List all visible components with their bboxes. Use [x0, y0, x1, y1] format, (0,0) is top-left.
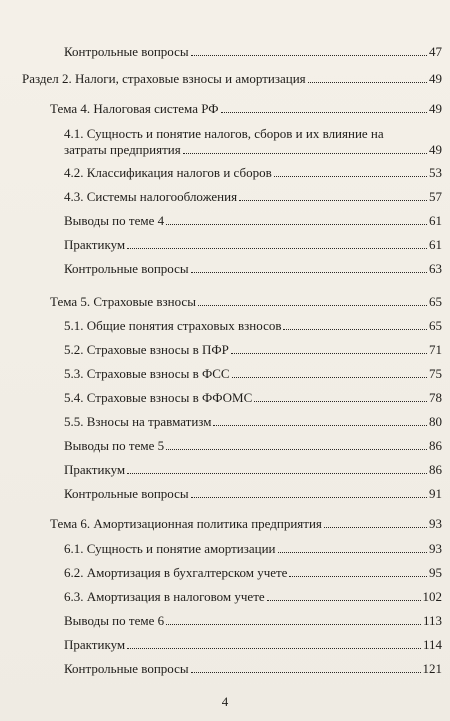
toc-entry-title: Выводы по теме 6 — [64, 613, 165, 628]
toc-leader-dots — [221, 112, 428, 113]
toc-leader-dots — [191, 497, 427, 498]
toc-entry-title: Контрольные вопросы — [64, 486, 189, 501]
toc-entry-title: 5.2. Страховые взносы в ПФР — [64, 342, 229, 357]
toc-entry — [64, 165, 442, 181]
toc-entry-title: 5.3. Страховые взносы в ФСС — [64, 366, 230, 381]
toc-entry-title: 5.5. Взносы на травматизм — [64, 414, 212, 429]
toc-leader-dots — [232, 377, 427, 378]
toc-entry — [50, 101, 442, 117]
toc-entry — [64, 237, 442, 253]
toc-leader-dots — [213, 425, 427, 426]
toc-entry-title: Выводы по теме 5 — [64, 438, 165, 453]
toc-leader-dots — [191, 272, 427, 273]
toc-entry — [64, 318, 442, 334]
toc-leader-dots — [191, 672, 421, 673]
toc-entry — [64, 390, 442, 406]
toc-entry-page: 102 — [422, 589, 442, 604]
toc-entry — [64, 44, 442, 60]
toc-entry-page: 80 — [429, 414, 442, 429]
toc-entry-page: 57 — [429, 189, 442, 204]
toc-entry-page: 61 — [429, 213, 442, 228]
toc-entry-page: 91 — [429, 486, 442, 501]
toc-entry — [50, 516, 442, 532]
toc-entry — [64, 486, 442, 502]
toc-leader-dots — [267, 600, 421, 601]
toc-entry-title: 4.3. Системы налогообложения — [64, 189, 238, 204]
toc-leader-dots — [127, 248, 427, 249]
toc-leader-dots — [283, 329, 427, 330]
toc-entry — [64, 637, 442, 653]
toc-entry — [64, 189, 442, 205]
toc-entry-page: 49 — [429, 101, 442, 116]
toc-entry-page: 75 — [429, 366, 442, 381]
toc-entry-page: 114 — [422, 637, 442, 652]
toc-entry-page: 49 — [429, 142, 442, 157]
toc-entry-title: Практикум — [64, 462, 126, 477]
toc-leader-dots — [183, 153, 427, 154]
toc-entry-page: 61 — [429, 237, 442, 252]
toc-leader-dots — [191, 55, 427, 56]
toc-leader-dots — [308, 82, 427, 83]
toc-entry-title: Практикум — [64, 637, 126, 652]
toc-entry-title: Практикум — [64, 237, 126, 252]
toc-entry-title-line1: 4.1. Сущность и понятие налогов, сборов и их влияние на — [64, 126, 384, 141]
toc-entry-page: 53 — [429, 165, 442, 180]
toc-entry-page: 71 — [429, 342, 442, 357]
toc-entry — [22, 71, 442, 87]
toc-leader-dots — [166, 224, 427, 225]
toc-leader-dots — [166, 624, 421, 625]
toc-entry-title: 6.2. Амортизация в бухгалтерском учете — [64, 565, 288, 580]
toc-entry-page: 93 — [429, 516, 442, 531]
toc-leader-dots — [254, 401, 427, 402]
toc-entry — [64, 613, 442, 629]
toc-entry-page: 65 — [429, 318, 442, 333]
toc-leader-dots — [127, 473, 427, 474]
toc-entry-title: 6.3. Амортизация в налоговом учете — [64, 589, 265, 604]
toc-entry — [64, 261, 442, 277]
toc-entry-page: 95 — [429, 565, 442, 580]
toc-entry — [64, 213, 442, 229]
toc-entry — [64, 661, 442, 677]
toc-entry — [64, 414, 442, 430]
toc-leader-dots — [278, 552, 427, 553]
toc-entry — [64, 342, 442, 358]
toc-entry-page: 78 — [429, 390, 442, 405]
toc-entry — [64, 589, 442, 605]
toc-entry-page: 63 — [429, 261, 442, 276]
toc-leader-dots — [166, 449, 427, 450]
toc-entry — [64, 462, 442, 478]
toc-leader-dots — [231, 353, 427, 354]
toc-entry-title: Контрольные вопросы — [64, 661, 189, 676]
toc-entry-title: Тема 6. Амортизационная политика предприятия — [50, 516, 322, 531]
toc-entry — [64, 126, 442, 158]
toc-leader-dots — [324, 527, 427, 528]
toc-entry-page: 93 — [429, 541, 442, 556]
toc-entry — [64, 565, 442, 581]
toc-entry-page: 86 — [429, 462, 442, 477]
toc-entry-page: 49 — [429, 71, 442, 86]
toc-entry-page: 47 — [429, 44, 442, 59]
toc-leader-dots — [274, 176, 427, 177]
toc-leader-dots — [127, 648, 421, 649]
toc-entry-page: 121 — [422, 661, 442, 676]
toc-entry-page: 113 — [422, 613, 442, 628]
toc-entry-title: Контрольные вопросы — [64, 261, 189, 276]
toc-entry — [64, 438, 442, 454]
toc-entry — [50, 294, 442, 310]
page-number: 4 — [221, 694, 229, 709]
toc-leader-dots — [198, 305, 427, 306]
toc-entry-title: 6.1. Сущность и понятие амортизации — [64, 541, 276, 556]
toc-entry-title: Раздел 2. Налоги, страховые взносы и амортизация — [22, 71, 306, 86]
toc-entry-title: 5.1. Общие понятия страховых взносов — [64, 318, 282, 333]
toc-leader-dots — [239, 200, 427, 201]
toc-entry — [64, 366, 442, 382]
toc-entry-page: 65 — [429, 294, 442, 309]
toc-entry-title: Контрольные вопросы — [64, 44, 189, 59]
toc-entry-title: Тема 5. Страховые взносы — [50, 294, 196, 309]
toc-entry-title: затраты предприятия — [64, 142, 181, 157]
toc-entry-title: 5.4. Страховые взносы в ФФОМС — [64, 390, 253, 405]
toc-entry — [64, 541, 442, 557]
toc-leader-dots — [289, 576, 427, 577]
toc-entry-page: 86 — [429, 438, 442, 453]
toc-entry-title: Тема 4. Налоговая система РФ — [50, 101, 219, 116]
toc-entry-title: Выводы по теме 4 — [64, 213, 165, 228]
toc-entry-title: 4.2. Классификация налогов и сборов — [64, 165, 272, 180]
